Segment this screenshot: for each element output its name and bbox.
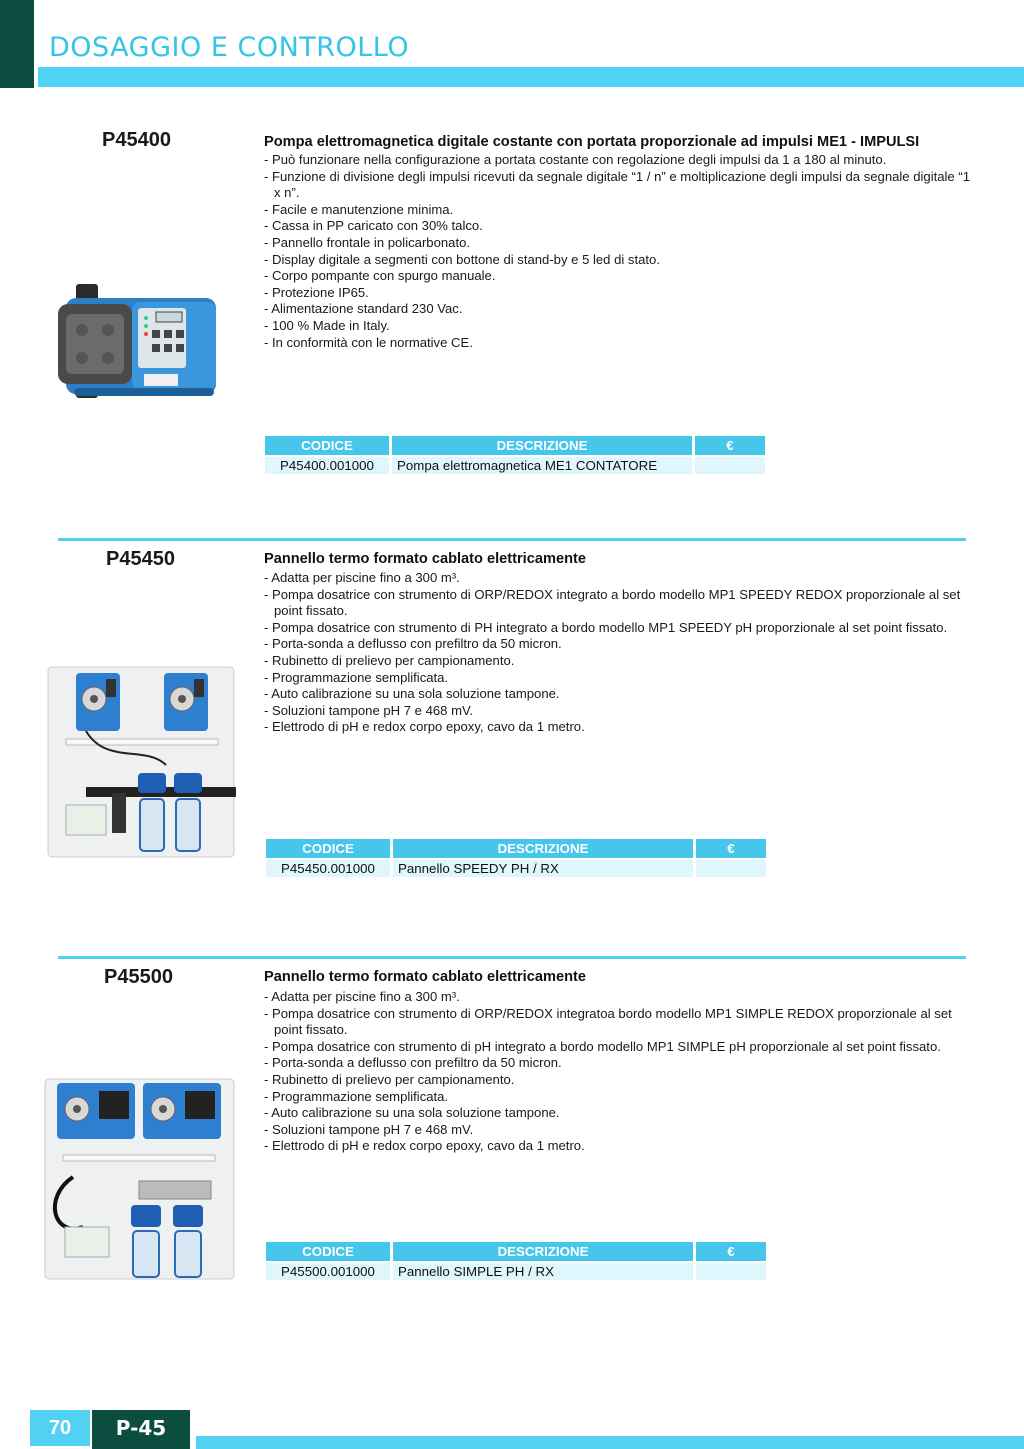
- cell-description: Pannello SIMPLE PH / RX: [393, 1263, 693, 1280]
- product-code: P45400: [102, 129, 171, 151]
- price-table: [262, 434, 768, 476]
- feature-item: - Elettrodo di pH e redox corpo epoxy, cavo da 1 metro.: [264, 719, 585, 735]
- col-header-price: €: [695, 436, 765, 455]
- col-header-description: DESCRIZIONE: [393, 839, 693, 858]
- price-table: [263, 1240, 769, 1282]
- feature-item: - Adatta per piscine fino a 300 m³.: [264, 989, 460, 1004]
- price-table: [263, 837, 769, 879]
- col-header-code: CODICE: [266, 839, 390, 858]
- feature-list: [264, 152, 974, 351]
- feature-item: - Pompa dosatrice con strumento di ORP/REDOX integrato a bordo modello MP1 SPEEDY REDOX proporzionale al set point fissato.: [264, 586, 961, 619]
- feature-item: - Soluzioni tampone pH 7 e 468 mV.: [264, 1121, 474, 1137]
- feature-item: - Pompa dosatrice con strumento di pH integrato a bordo modello MP1 SIMPLE pH proporzionale al set point fissato.: [264, 1038, 941, 1054]
- page-number: 70: [30, 1410, 90, 1446]
- col-header-code: CODICE: [265, 436, 389, 455]
- feature-item: - Corpo pompante con spurgo manuale.: [264, 268, 496, 284]
- product-title: Pannello termo formato cablato elettricamente: [264, 969, 586, 985]
- header-bar: [38, 67, 1024, 87]
- feature-item: - Protezione IP65.: [264, 284, 369, 300]
- cell-code: P45400.001000: [265, 457, 389, 474]
- feature-item: - Porta-sonda a deflusso con prefiltro da 50 micron.: [264, 636, 562, 652]
- footer-bar: [196, 1436, 1024, 1449]
- cell-description: Pompa elettromagnetica ME1 CONTATORE: [392, 457, 692, 474]
- feature-list: [264, 570, 970, 736]
- table-row: [265, 457, 765, 474]
- table-row: [266, 1263, 766, 1280]
- section-divider: [58, 538, 966, 541]
- feature-item: - Rubinetto di prelievo per campionamento.: [264, 652, 515, 668]
- cell-code: P45500.001000: [266, 1263, 390, 1280]
- feature-item: - Programmazione semplificata.: [264, 1088, 449, 1104]
- cell-description: Pannello SPEEDY PH / RX: [393, 860, 693, 877]
- feature-item: - Funzione di divisione degli impulsi ricevuti da segnale digitale “1 / n” e moltiplicazione degli impulsi da segnale digitale “1 x n”.: [264, 168, 970, 201]
- feature-item: - Programmazione semplificata.: [264, 669, 449, 685]
- feature-item: - 100 % Made in Italy.: [264, 317, 390, 333]
- feature-item: - Adatta per piscine fino a 300 m³.: [264, 570, 460, 585]
- product-code: P45500: [104, 966, 173, 988]
- feature-item: - Soluzioni tampone pH 7 e 468 mV.: [264, 702, 474, 718]
- cell-price: [696, 860, 766, 877]
- col-header-description: DESCRIZIONE: [393, 1242, 693, 1261]
- feature-item: - Porta-sonda a deflusso con prefiltro da 50 micron.: [264, 1055, 562, 1071]
- feature-item: - Display digitale a segmenti con bottone di stand-by e 5 led di stato.: [264, 251, 660, 267]
- table-row: [266, 860, 766, 877]
- page-code: P-45: [92, 1410, 190, 1449]
- feature-item: - Elettrodo di pH e redox corpo epoxy, cavo da 1 metro.: [264, 1138, 585, 1154]
- feature-item: - Pompa dosatrice con strumento di PH integrato a bordo modello MP1 SPEEDY pH proporzionale al set point fissato.: [264, 619, 948, 635]
- feature-item: - Pompa dosatrice con strumento di ORP/REDOX integratoa bordo modello MP1 SIMPLE REDOX proporzionale al set point fissato.: [264, 1005, 952, 1038]
- feature-item: - Può funzionare nella configurazione a portata costante con regolazione degli impulsi da 1 a 180 al minuto.: [264, 152, 887, 167]
- col-header-code: CODICE: [266, 1242, 390, 1261]
- feature-item: - Cassa in PP caricato con 30% talco.: [264, 218, 483, 234]
- cell-code: P45450.001000: [266, 860, 390, 877]
- col-header-price: €: [696, 839, 766, 858]
- feature-item: - Auto calibrazione su una sola soluzione tampone.: [264, 686, 560, 702]
- pump-image: [52, 278, 222, 408]
- product-title: Pannello termo formato cablato elettricamente: [264, 551, 586, 567]
- feature-item: - Pannello frontale in policarbonato.: [264, 234, 470, 250]
- product-code: P45450: [106, 548, 175, 570]
- col-header-description: DESCRIZIONE: [392, 436, 692, 455]
- col-header-price: €: [696, 1242, 766, 1261]
- page-title: DOSAGGIO E CONTROLLO: [49, 32, 410, 63]
- feature-item: - Rubinetto di prelievo per campionamento.: [264, 1071, 515, 1087]
- panel-image: [46, 665, 236, 860]
- feature-item: - Facile e manutenzione minima.: [264, 201, 454, 217]
- feature-item: - In conformità con le normative CE.: [264, 334, 473, 350]
- panel-image: [43, 1077, 236, 1282]
- feature-list: [264, 989, 976, 1155]
- product-title: Pompa elettromagnetica digitale costante con portata proporzionale ad impulsi ME1 - IMPULSI: [264, 134, 920, 150]
- section-divider: [58, 956, 966, 959]
- feature-item: - Auto calibrazione su una sola soluzione tampone.: [264, 1105, 560, 1121]
- feature-item: - Alimentazione standard 230 Vac.: [264, 301, 463, 317]
- cell-price: [696, 1263, 766, 1280]
- cell-price: [695, 457, 765, 474]
- header-accent-block: [0, 0, 34, 88]
